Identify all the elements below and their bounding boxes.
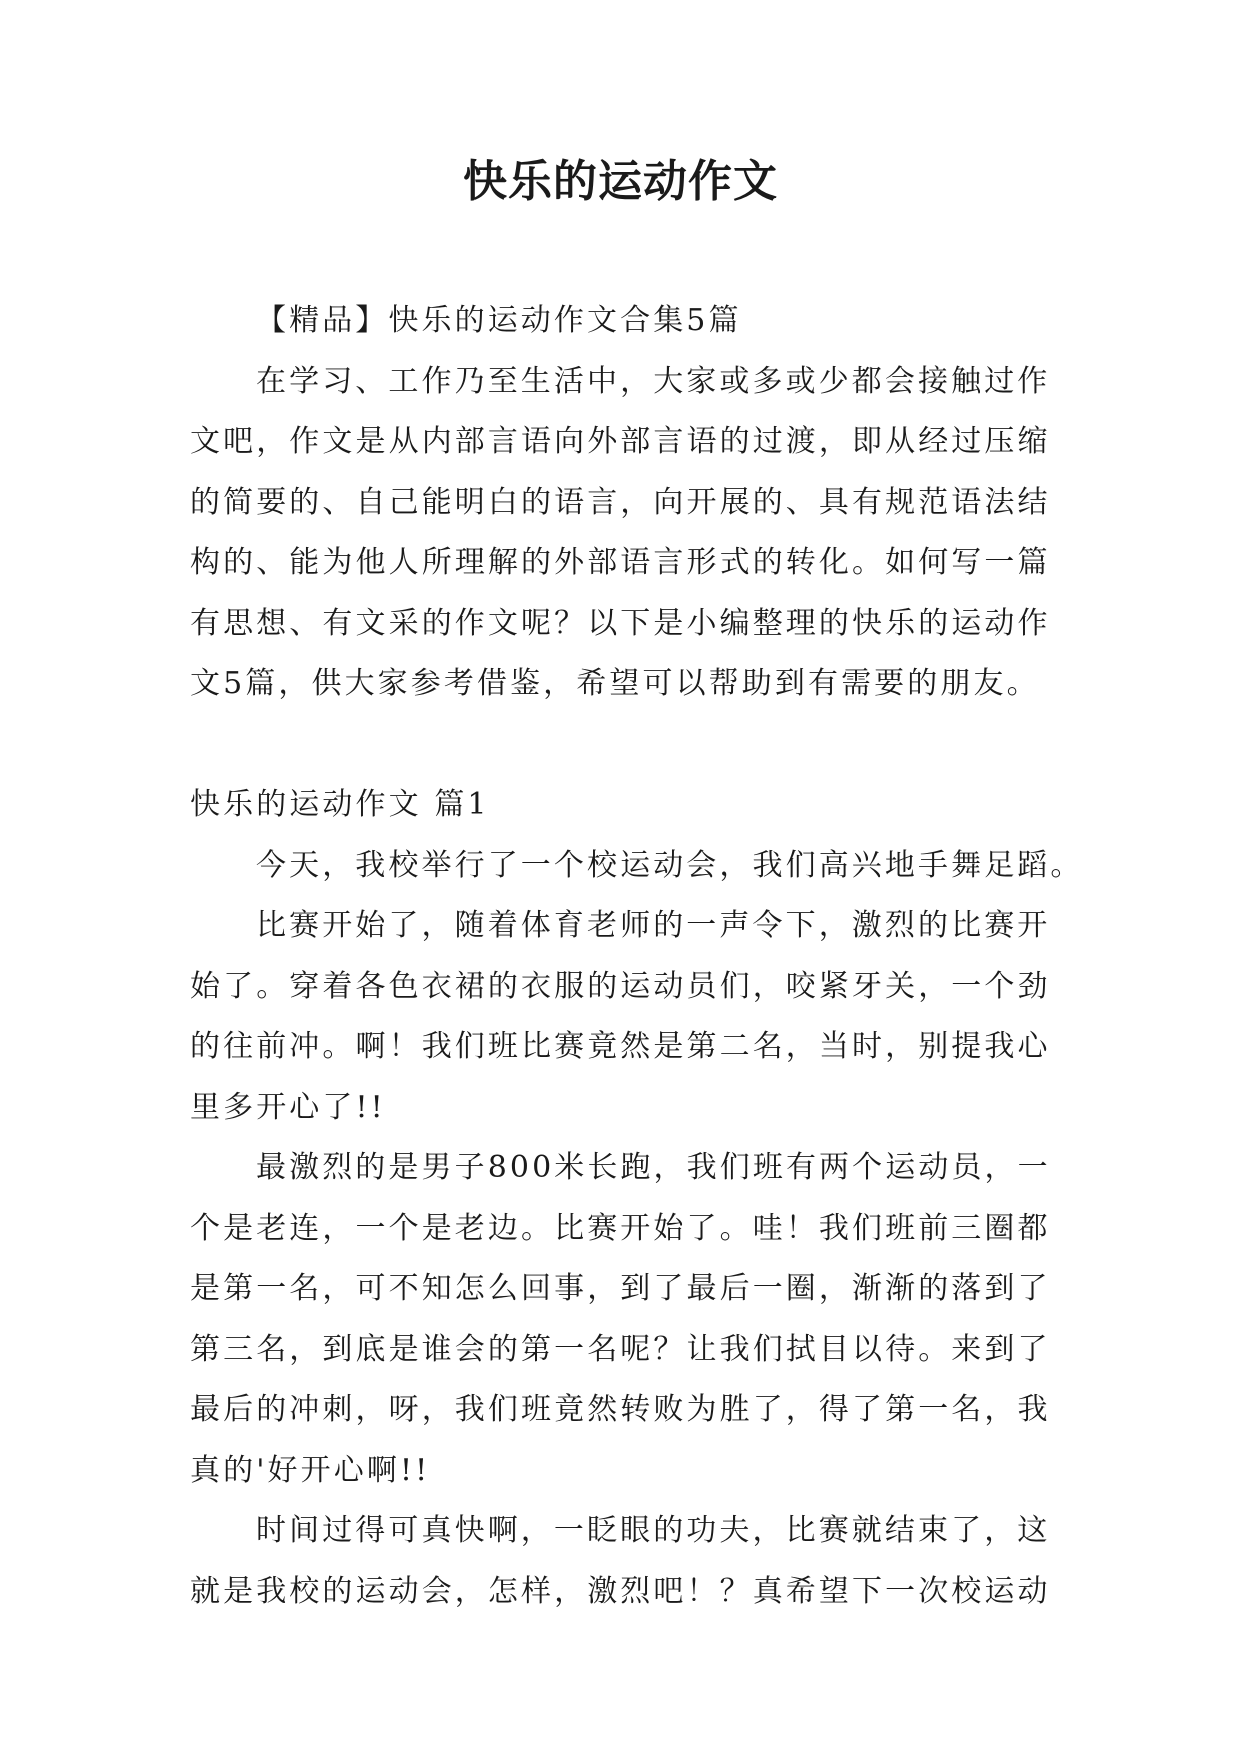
intro-heading-line: 【精品】快乐的运动作文合集5篇 bbox=[256, 303, 742, 338]
intro-paragraph-line: 有思想、有文采的作文呢？以下是小编整理的快乐的运动作 bbox=[190, 605, 1051, 641]
essay-paragraph-line: 最后的冲刺，呀，我们班竟然转败为胜了，得了第一名，我 bbox=[190, 1392, 1051, 1427]
document-body bbox=[190, 291, 1084, 1622]
essay-paragraph-line: 时间过得可真快啊，一眨眼的功夫，比赛就结束了，这 bbox=[256, 1513, 1051, 1548]
essay-paragraph-line: 里多开心了!! bbox=[190, 1089, 386, 1125]
essay-paragraph-line: 最激烈的是男子800米长跑，我们班有两个运动员，一 bbox=[256, 1150, 1051, 1185]
intro-paragraph-line: 的简要的、自己能明白的语言，向开展的、具有规范语法结 bbox=[190, 484, 1051, 520]
intro-paragraph-line: 文吧，作文是从内部言语向外部言语的过渡，即从经过压缩 bbox=[190, 424, 1051, 459]
essay-paragraph-line: 个是老连，一个是老边。比赛开始了。哇！我们班前三圈都 bbox=[190, 1210, 1051, 1246]
essay-paragraph-line: 今天，我校举行了一个校运动会，我们高兴地手舞足蹈。 bbox=[256, 847, 1084, 883]
intro-paragraph-line: 构的、能为他人所理解的外部语言形式的转化。如何写一篇 bbox=[190, 545, 1051, 580]
essay-paragraph-line: 比赛开始了，随着体育老师的一声令下，激烈的比赛开 bbox=[256, 908, 1051, 943]
essay-paragraph-line: 真的'好开心啊!! bbox=[190, 1452, 431, 1488]
essay-paragraph-line: 是第一名，可不知怎么回事，到了最后一圈，渐渐的落到了 bbox=[190, 1271, 1051, 1306]
essay-paragraph-line: 就是我校的运动会，怎样，激烈吧！？真希望下一次校运动 bbox=[190, 1573, 1051, 1609]
section-gap bbox=[190, 715, 1070, 776]
essay-paragraph-line: 始了。穿着各色衣裙的衣服的运动员们，咬紧牙关，一个劲 bbox=[190, 968, 1051, 1004]
intro-paragraph-line: 在学习、工作乃至生活中，大家或多或少都会接触过作 bbox=[256, 363, 1051, 399]
essay-paragraph-line: 的往前冲。啊！我们班比赛竟然是第二名，当时，别提我心 bbox=[190, 1029, 1051, 1064]
intro-paragraph-line: 文5篇，供大家参考借鉴，希望可以帮助到有需要的朋友。 bbox=[190, 666, 1040, 701]
document-title: 快乐的运动作文 bbox=[463, 156, 778, 207]
section-heading: 快乐的运动作文 篇1 bbox=[190, 787, 490, 822]
essay-paragraph-line: 第三名，到底是谁会的第一名呢？让我们拭目以待。来到了 bbox=[190, 1331, 1051, 1367]
